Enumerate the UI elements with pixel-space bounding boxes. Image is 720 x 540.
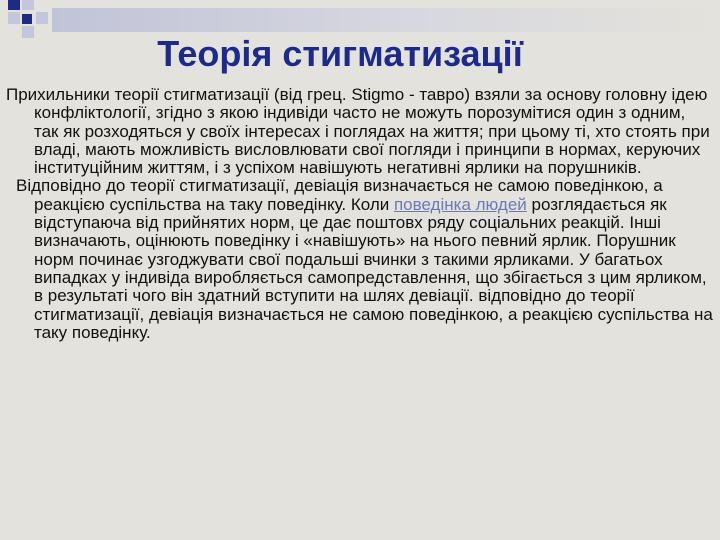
paragraph-1: Прихильники теорії стигматизації (від грец. Stigmo - тавро) взяли за основу головну ідею конфліктології, згідно з якою індивіди часто не можуть порозумітися один з одним, так як розходяться у своїх інтересах і поглядах на життя; при цьому ті, хто стоять при владі, мають можливість висловлювати свої погляди і принципи в нормах, керуючих інституційним життям, і з успіхом навішують негативні ярлики на порушників. [6,85,710,178]
slide-body [6,86,714,342]
decor-square-light-2 [8,12,20,24]
decor-square-light-3 [36,12,48,24]
decor-square-light-1 [22,0,34,10]
paragraph-2-text-start: Відповідно до теорії стигматизації, девіація визначається не самою поведінкою, а реакцією суспільства на таку поведінку. Коли [16,176,663,214]
paragraph-2-text-end: розглядається як відступаюча від прийнятих норм, це дає поштовх ряду соціальних реакцій. Інші визначають, оцінюють поведінку і «навішують» на нього певний ярлик. Порушник норм починає узгоджувати свої подальші вчинки з такими ярликами. У багатьох випадках у індивіда виробляється самопредставлення, що збігається з цим ярликом, в результаті чого він здатний вступити на шлях девіації. відповідно до теорії стигматизації, девіація визначається не самою поведінкою, а реакцією суспільства на таку поведінку. [34,194,713,342]
slide-title: Теорія стигматизації [157,33,523,74]
decor-square-dark-2 [22,14,32,24]
paragraph-2 [6,177,714,342]
behavior-link[interactable]: поведінка людей [393,194,527,214]
decor-gradient-bar [52,8,720,32]
decor-square-dark-1 [8,0,20,10]
